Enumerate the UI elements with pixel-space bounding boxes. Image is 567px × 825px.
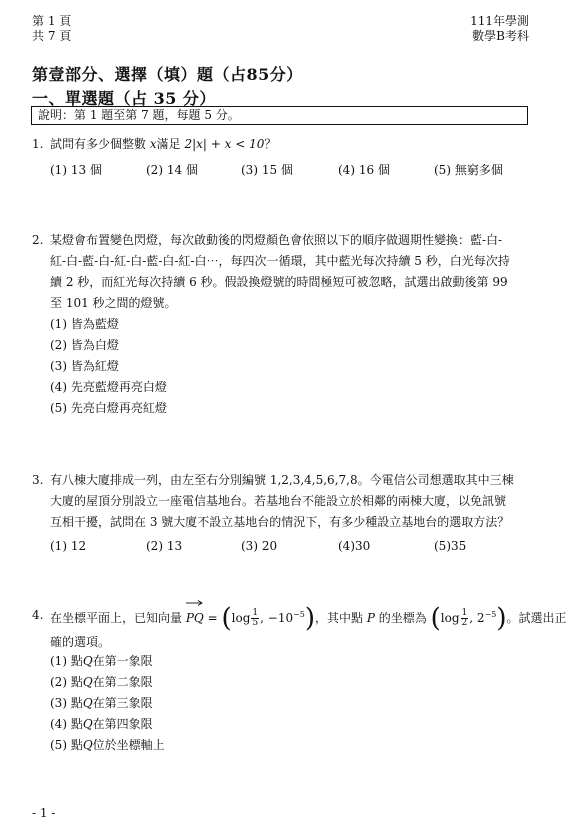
- exponent: −5: [293, 610, 305, 619]
- variable: Q: [82, 675, 93, 689]
- stem-text: ？: [264, 137, 277, 151]
- exam-year: 111年學測: [470, 14, 529, 28]
- option[interactable]: [50, 693, 165, 714]
- option[interactable]: (3) 20: [241, 539, 278, 553]
- option-text: 在第四象限: [92, 717, 153, 731]
- option-text: (3) 點: [50, 696, 83, 710]
- option[interactable]: (2) 14 個: [146, 163, 198, 177]
- question-stem: [50, 603, 567, 654]
- stem-line: 互相干擾，試問在 3 號大廈不設立基地台的情況下，有多少種設立基地台的選取方法？: [50, 515, 510, 529]
- option-text: (5) 點: [50, 738, 83, 752]
- stem-line: 有八棟大廈排成一列，由左至右分別編號 1,2,3,4,5,6,7,8。今電信公司想選取其中三棟: [50, 473, 514, 487]
- log-label: log: [440, 611, 460, 625]
- options-q4: [50, 651, 165, 756]
- option-text: (2) 點: [50, 675, 83, 689]
- option[interactable]: [50, 672, 165, 693]
- stem-line: 大廈的屋頂分別設立一座電信基地台。若基地台不能設立於相鄰的兩棟大廈，以免訊號: [50, 494, 507, 508]
- stem-text: 在坐標平面上，已知向量: [50, 611, 183, 625]
- term: −10: [267, 611, 294, 625]
- question-number: 3.: [32, 473, 44, 487]
- question-number: 2.: [32, 233, 44, 247]
- numerator: 1: [252, 608, 259, 618]
- instructions-box: 說明：第 1 題至第 7 題，每題 5 分。: [31, 106, 528, 125]
- left-paren: (: [221, 603, 232, 634]
- option[interactable]: (2) 13: [146, 539, 183, 553]
- option[interactable]: (4) 先亮藍燈再亮白燈: [50, 380, 167, 394]
- point-label: P: [366, 611, 375, 625]
- left-paren: (: [430, 603, 441, 634]
- stem-text: 試問有多少個整數: [50, 137, 147, 151]
- term: 2: [476, 611, 485, 625]
- option[interactable]: [50, 735, 165, 756]
- page-footer: - 1 -: [32, 806, 56, 820]
- variable: Q: [82, 717, 93, 731]
- exponent: −5: [484, 610, 497, 619]
- option[interactable]: [50, 651, 165, 672]
- option[interactable]: (1) 12: [50, 539, 87, 553]
- stem-line: 續 2 秒，而紅光每次持續 6 秒。假設換燈號的時間極短可被忽略，試選出啟動後第 99: [50, 275, 508, 289]
- option-text: 位於坐標軸上: [92, 738, 165, 752]
- question-stem: [50, 134, 558, 155]
- subsection-title: 一、單選題（占 35 分）: [32, 89, 216, 108]
- option[interactable]: (1) 13 個: [50, 163, 102, 177]
- total-pages: 共 7 頁: [32, 29, 72, 43]
- option[interactable]: (2) 皆為白燈: [50, 338, 119, 352]
- stem-text: 滿足: [156, 137, 181, 151]
- denominator: 5: [252, 618, 259, 628]
- page-counter: [32, 14, 71, 44]
- equals-sign: =: [207, 611, 218, 625]
- right-paren: ): [496, 603, 507, 634]
- fraction: [251, 609, 259, 628]
- options-q2: [50, 314, 167, 419]
- exam-subject: 數學B考科: [472, 29, 529, 43]
- question-stem: [50, 230, 558, 314]
- stem-text: 的坐標為: [378, 611, 427, 625]
- fraction: [461, 609, 469, 628]
- vector-label: PQ: [185, 611, 204, 625]
- option-text: (1) 點: [50, 654, 83, 668]
- stem-line: 某燈會布置變色閃燈，每次啟動後的閃燈顏色會依照以下的順序做週期性變換：藍-白-: [50, 233, 503, 247]
- variable: Q: [82, 696, 93, 710]
- denominator: 2: [461, 618, 468, 628]
- option[interactable]: (5) 先亮白燈再亮紅燈: [50, 401, 167, 415]
- question-number: 4.: [32, 608, 44, 622]
- vector-pq: [186, 606, 204, 630]
- option[interactable]: [50, 714, 165, 735]
- option-text: 在第二象限: [92, 675, 153, 689]
- variable: Q: [82, 738, 93, 752]
- inequality: 2|x| + x < 10: [184, 137, 265, 151]
- log-label: log: [231, 611, 251, 625]
- option[interactable]: (4) 16 個: [338, 163, 390, 177]
- option[interactable]: (5) 無窮多個: [434, 163, 503, 177]
- right-paren: ): [304, 603, 316, 634]
- stem-text: ，其中點: [315, 611, 364, 625]
- option[interactable]: (3) 皆為紅燈: [50, 359, 119, 373]
- exam-label: [470, 14, 529, 44]
- section-title: 第壹部分、選擇（填）題（占85分）: [32, 65, 303, 84]
- option-text: 在第三象限: [92, 696, 153, 710]
- numerator: 1: [461, 608, 468, 618]
- stem-line: 至 101 秒之間的燈號。: [50, 296, 177, 310]
- variable: x: [149, 137, 157, 151]
- stem-line: 紅-白-藍-白-紅-白-藍-白-紅-白⋯，每四次一循環，其中藍光每次持續 5 秒，白光每次持: [50, 254, 510, 268]
- vector-arrow-icon: [186, 600, 204, 606]
- stem-line: 在坐標平面上，已知向量 PQ = (log $\frac{1}{5}$ , $-10^{-5}$)，其中點 P 的坐標為 (log $\frac{1}{2}$ , $2^{-5}$)。試選出正: [50, 603, 558, 630]
- stem-line: 確的選項。: [50, 635, 111, 649]
- question-number: 1.: [32, 137, 44, 151]
- stem-text: 。試選出正: [506, 611, 567, 625]
- option[interactable]: (5)35: [434, 539, 467, 553]
- page-number: 第 1 頁: [32, 14, 72, 28]
- option-text: 在第一象限: [92, 654, 153, 668]
- variable: Q: [82, 654, 93, 668]
- option[interactable]: (3) 15 個: [241, 163, 293, 177]
- option-text: (4) 點: [50, 717, 83, 731]
- question-stem: [50, 470, 558, 533]
- option[interactable]: (1) 皆為藍燈: [50, 317, 119, 331]
- option[interactable]: (4)30: [338, 539, 371, 553]
